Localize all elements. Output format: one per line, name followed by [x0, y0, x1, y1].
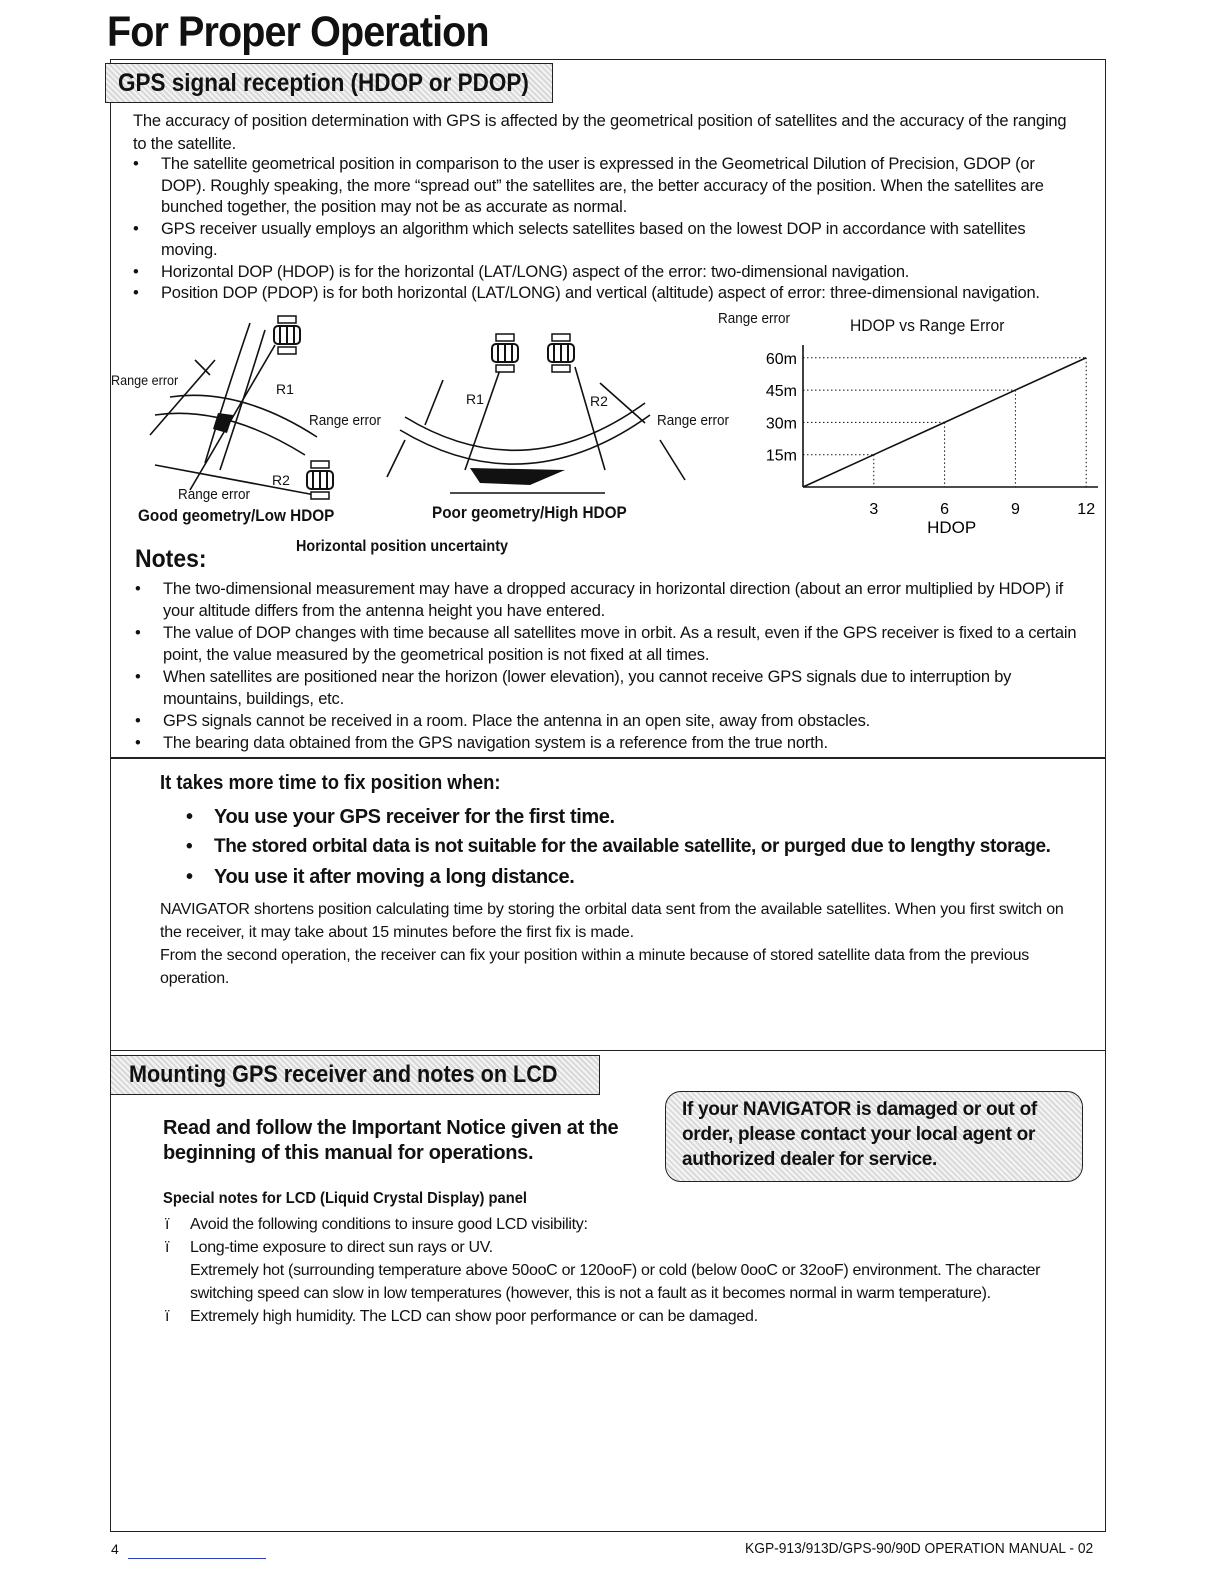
- read-follow-notice: Read and follow the Important Notice given at the beginning of this manual for operations.: [163, 1117, 619, 1164]
- notes-list: [135, 578, 1093, 754]
- service-notice-box: If your NAVIGATOR is damaged or out of order, please contact your local agent or authorized dealer for service.: [665, 1091, 1083, 1182]
- fix-time-list: [186, 802, 1121, 892]
- satellite-icon: [274, 316, 300, 354]
- list-item-text: Extremely hot (surrounding temperature above 50ooC or 120ooF) or cold (below 0ooC or 32ooF) environment. The character switching speed can slow in low temperatures (however, this is not a fault as it becomes normal in warm temperature).: [190, 1262, 1041, 1302]
- list-item: [163, 1259, 1078, 1305]
- list-item: • The value of DOP changes with time because all satellites move in orbit. As a result, even if the GPS receiver is fixed to a certain point, the value measured by the geometrical position is not fixed at all times.: [135, 622, 1093, 666]
- x-tick-label: 6: [940, 501, 950, 518]
- gps-reception-banner-text: GPS signal reception (HDOP or PDOP): [118, 69, 529, 97]
- lcd-notes-heading: Special notes for LCD (Liquid Crystal Display) panel: [163, 1190, 527, 1207]
- list-item-text: Extremely high humidity. The LCD can show poor performance or can be damaged.: [190, 1308, 758, 1325]
- x-tick-label: 3: [869, 501, 879, 518]
- poor-geometry-caption: Poor geometry/High HDOP: [432, 503, 627, 522]
- list-item: • You use your GPS receiver for the first time.: [186, 802, 1121, 832]
- page-title: For Proper Operation: [107, 8, 489, 56]
- chart-title: HDOP vs Range Error: [850, 316, 1005, 335]
- range-error-label: Range error: [111, 372, 179, 388]
- position-uncertainty-caption: Horizontal position uncertainty: [296, 538, 509, 555]
- range-error-label: Range error: [309, 412, 382, 429]
- gps-bullet-list: [133, 154, 1073, 305]
- r1-label: R1: [466, 391, 484, 407]
- list-item: • The stored orbital data is not suitable for the available satellite, or purged due to lengthy storage.: [186, 832, 1121, 862]
- x-tick-label: 12: [1077, 501, 1096, 518]
- notes-heading: Notes:: [135, 545, 207, 573]
- list-marker: ï: [165, 1308, 170, 1325]
- y-tick-label: 30m: [765, 415, 797, 433]
- good-uncertainty-area: [213, 413, 233, 433]
- list-item: • GPS receiver usually employs an algorithm which selects satellites based on the lowest DOP in accordance with satellites moving.: [133, 219, 1073, 262]
- list-item: • The two-dimensional measurement may have a dropped accuracy in horizontal direction (about an error multiplied by HDOP) if your altitude differs from the antenna height you have entered.: [135, 578, 1093, 622]
- mounting-banner-text: Mounting GPS receiver and notes on LCD: [129, 1061, 558, 1088]
- range-error-label: Range error: [178, 486, 251, 503]
- footer-underline: [128, 1558, 266, 1559]
- satellite-icon: [492, 334, 518, 372]
- list-item: [163, 1213, 1078, 1236]
- good-geometry-caption: Good geometry/Low HDOP: [138, 506, 335, 525]
- list-item: • GPS signals cannot be received in a room. Place the antenna in an open site, away from obstacles.: [135, 710, 1093, 732]
- page-number: 4: [111, 1541, 119, 1557]
- y-tick-label: 45m: [765, 383, 797, 401]
- list-marker: ï: [165, 1216, 170, 1233]
- list-item: • When satellites are positioned near the horizon (lower elevation), you cannot receive GPS signals due to interruption by mountains, buildings, etc.: [135, 666, 1093, 710]
- gps-intro-text: The accuracy of position determination with GPS is affected by the geometrical position of satellites and the accuracy of the ranging to the satellite.: [133, 112, 1067, 153]
- list-item-text: Avoid the following conditions to insure good LCD visibility:: [190, 1216, 588, 1233]
- chart-ylabel: Range error: [718, 310, 791, 327]
- mounting-banner: [110, 1055, 600, 1095]
- satellite-geometry-diagram: [105, 305, 755, 565]
- range-error-label: Range error: [657, 412, 730, 429]
- satellite-icon: [307, 461, 333, 499]
- list-item: • The bearing data obtained from the GPS navigation system is a reference from the true north.: [135, 732, 1093, 754]
- list-item: • You use it after moving a long distance.: [186, 862, 1121, 892]
- x-tick-label: 9: [1010, 501, 1020, 518]
- y-tick-label: 15m: [765, 447, 797, 465]
- list-item: [163, 1236, 1078, 1259]
- fix-time-paragraph: From the second operation, the receiver can fix your position within a minute because of stored satellite data from the previous operation.: [160, 947, 1030, 987]
- hdop-vs-range-error-chart: [750, 330, 1110, 550]
- gps-reception-banner: [105, 63, 553, 103]
- r1-label: R1: [276, 381, 294, 397]
- y-tick-label: 60m: [765, 350, 797, 368]
- list-item: [163, 1305, 1078, 1328]
- fix-time-heading: It takes more time to fix position when:: [160, 772, 501, 794]
- r2-label: R2: [590, 393, 608, 409]
- list-item-text: Long-time exposure to direct sun rays or UV.: [190, 1239, 493, 1256]
- fix-time-paragraph: NAVIGATOR shortens position calculating time by storing the orbital data sent from the available satellites. When you first switch on the receiver, it may take about 15 minutes before the first fix is made.: [160, 901, 1064, 941]
- list-item: • The satellite geometrical position in comparison to the user is expressed in the Geometrical Dilution of Precision, GDOP (or DOP). Roughly speaking, the more “spread out” the satellites are, the better accuracy of the position. When the satellites are bunched together, the position may not be as accurate as normal.: [133, 154, 1073, 219]
- r2-label: R2: [272, 472, 290, 488]
- satellite-icon: [548, 334, 574, 372]
- list-item: • Horizontal DOP (HDOP) is for the horizontal (LAT/LONG) aspect of the error: two-dimensional navigation.: [133, 262, 1073, 284]
- list-item: • Position DOP (PDOP) is for both horizontal (LAT/LONG) and vertical (altitude) aspect of error: three-dimensional navigation.: [133, 283, 1073, 305]
- poor-uncertainty-area: [470, 468, 565, 485]
- list-marker: ï: [165, 1239, 170, 1256]
- x-axis-label: HDOP: [927, 518, 977, 537]
- manual-footer: KGP-913/913D/GPS-90/90D OPERATION MANUAL - 02: [745, 1540, 1094, 1557]
- lcd-notes-list: [163, 1213, 1078, 1328]
